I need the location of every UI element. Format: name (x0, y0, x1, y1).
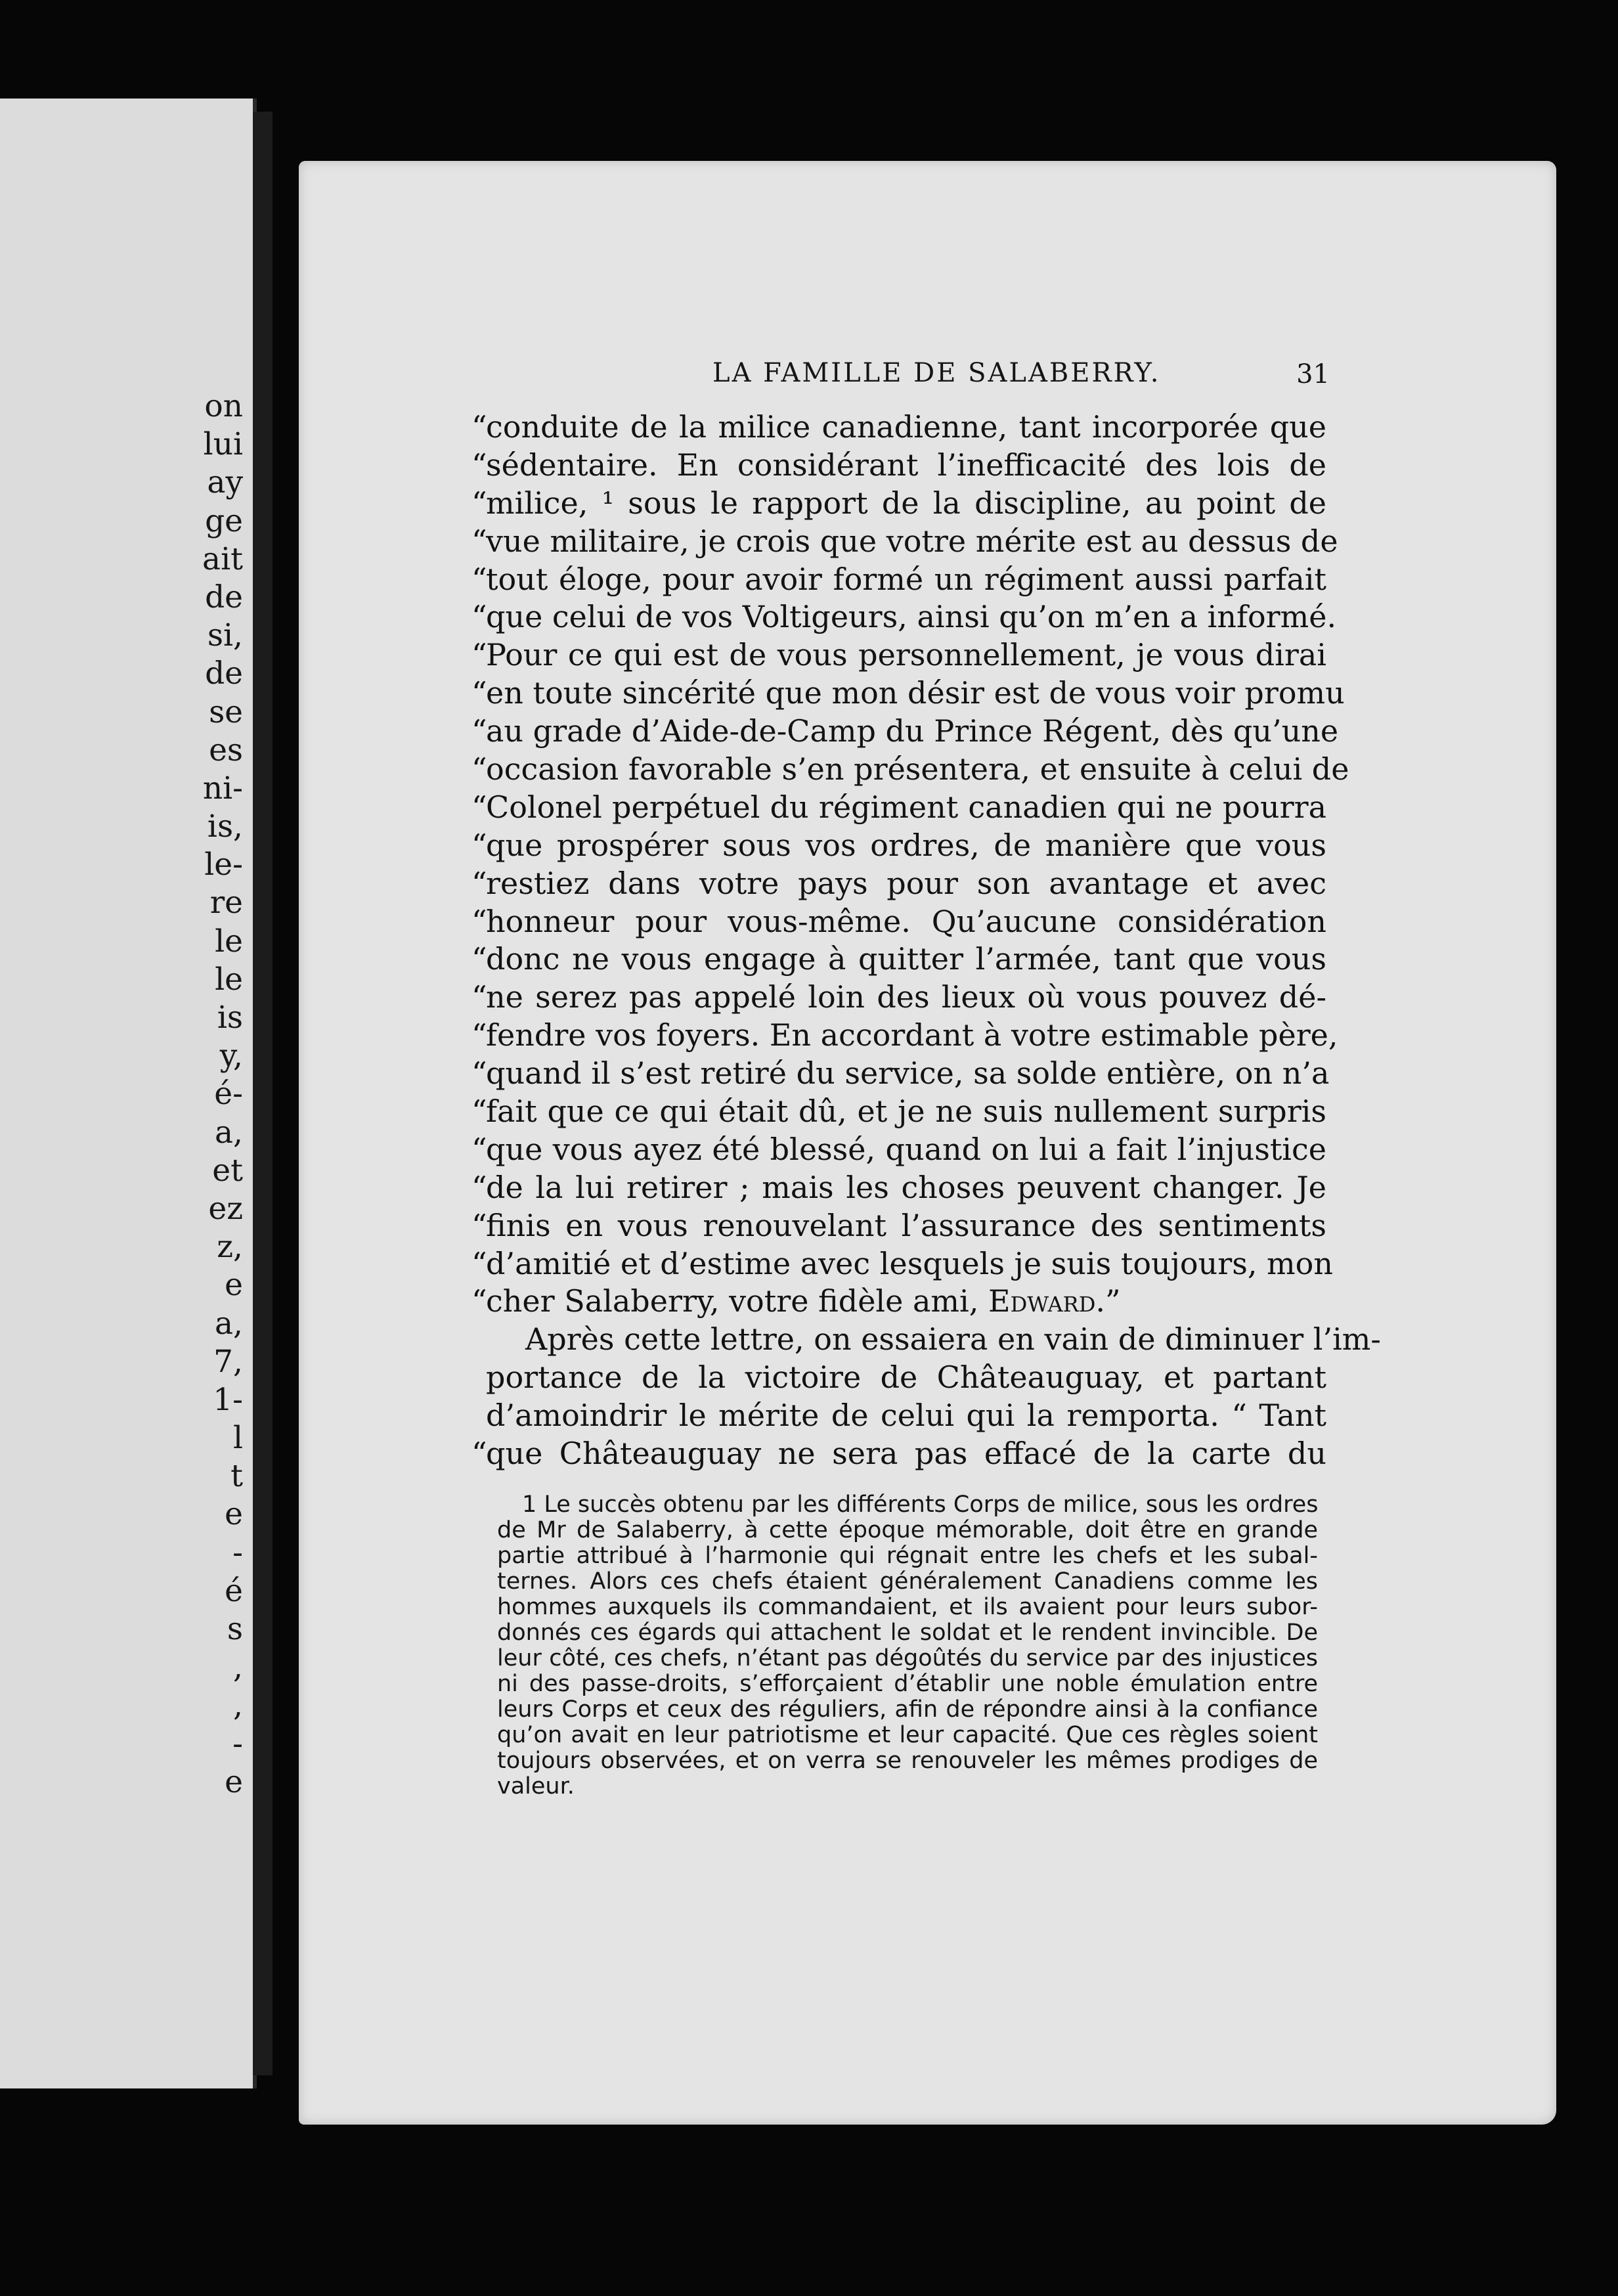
footnote-line: toujours observées, et on verra se renouveler les mêmes prodiges de (497, 1748, 1318, 1774)
body-line-text (486, 827, 1326, 865)
body-line (471, 827, 1326, 865)
left-fragment-line: - (232, 1725, 243, 1762)
body-line (471, 1055, 1330, 1093)
quote-mark: “ (471, 789, 487, 825)
quote-mark: “ (471, 1017, 487, 1053)
quote-mark: “ (471, 1207, 487, 1243)
left-fragment-line: ay (207, 464, 243, 501)
body-line (471, 1283, 1326, 1321)
left-fragment-line: s (227, 1611, 243, 1647)
line-words: Colonel perpétuel du régiment canadien qui ne pourra (486, 789, 1326, 825)
body-line-text (486, 1283, 1326, 1321)
line-words: portance de la victoire de Châteauguay, et partant (486, 1359, 1326, 1396)
quote-mark: “ (471, 1055, 487, 1092)
left-fragment-line: ni- (202, 770, 243, 806)
body-line (486, 1397, 1326, 1435)
footnote (497, 1492, 1318, 1799)
body-line-text (486, 1055, 1330, 1093)
page-number: 31 (1296, 359, 1330, 389)
body-line-text (486, 1131, 1326, 1169)
left-fragment-line: y, (219, 1038, 243, 1074)
body-line-text (486, 408, 1326, 447)
body-line-text (486, 979, 1326, 1017)
body-line (471, 751, 1349, 789)
line-words: ne serez pas appelé loin des lieux où vous pouvez dé- (486, 979, 1326, 1015)
quote-mark: “ (471, 599, 487, 635)
body-line (471, 903, 1326, 941)
footnote-line: hommes auxquels ils commandaient, et ils avaient pour leurs subor- (497, 1594, 1318, 1620)
left-fragment-line: de (205, 655, 243, 692)
left-fragment-line: é- (214, 1076, 243, 1113)
body-line-text (486, 636, 1326, 674)
line-words: donc ne vous engage à quitter l’armée, tant que vous (486, 941, 1326, 977)
body-line (471, 598, 1337, 636)
left-fragment-line: é (225, 1572, 243, 1609)
line-words: d’amoindrir le mérite de celui qui la remporta. “ Tant (486, 1398, 1326, 1434)
body-line-text (486, 1321, 1381, 1359)
left-fragment-line: is, (207, 808, 243, 845)
body-line-text (486, 1359, 1326, 1397)
quote-mark: “ (471, 903, 487, 939)
footnote-line: ni des passe-droits, s’efforçaient d’établir une noble émulation entre (497, 1671, 1318, 1697)
line-words: honneur pour vous-même. Qu’aucune considération (486, 903, 1326, 939)
body-line-text (486, 1435, 1326, 1473)
body-line (471, 1245, 1333, 1283)
line-words: finis en vous renouvelant l’assurance des sentiments (486, 1207, 1326, 1243)
left-fragment-line: z, (217, 1229, 243, 1266)
footnote-line: leur côté, ces chefs, n’étant pas dégoûtés du service par des injustices (497, 1645, 1318, 1671)
line-words: quand il s’est retiré du service, sa solde entière, on n’a (486, 1055, 1330, 1092)
left-fragment-line: a, (215, 1305, 243, 1342)
line-words: restiez dans votre pays pour son avantage et avec (486, 865, 1326, 901)
left-fragment-line: lui (203, 426, 243, 463)
line-words: tout éloge, pour avoir formé un régiment aussi parfait (486, 561, 1326, 597)
left-fragment-line: le (215, 923, 243, 960)
left-fragment-line: , (233, 1649, 243, 1686)
body-line (471, 561, 1326, 599)
left-fragment-line: on (204, 388, 243, 424)
line-words: que vous ayez été blessé, quand on lui a fait l’injustice (486, 1131, 1326, 1167)
quote-mark: “ (471, 865, 487, 901)
body-line (471, 789, 1326, 827)
body-line-text (486, 1245, 1333, 1283)
quote-mark: “ (471, 409, 487, 445)
body-line-text (486, 1207, 1326, 1245)
left-fragment-line: se (209, 694, 243, 730)
body-text (471, 408, 1381, 1473)
quote-mark: “ (471, 751, 487, 787)
running-title: LA FAMILLE DE SALABERRY. (712, 358, 1161, 388)
left-fragment-line: de (205, 579, 243, 615)
left-fragment-line: le (215, 961, 243, 998)
footnote-line: qu’on avait en leur patriotisme et leur capacité. Que ces règles soient (497, 1722, 1318, 1748)
book-spine (253, 112, 273, 2075)
quote-mark: “ (471, 637, 487, 673)
body-line (471, 979, 1326, 1017)
body-line-text (486, 713, 1339, 751)
line-words: fendre vos foyers. En accordant à votre estimable père, (486, 1017, 1338, 1053)
left-fragment-line: t (230, 1458, 243, 1495)
line-words: conduite de la milice canadienne, tant incorporée que (486, 409, 1326, 445)
left-fragment-line: le- (204, 847, 243, 883)
quote-mark: “ (471, 1283, 487, 1319)
quote-mark: “ (471, 1131, 487, 1167)
body-line (471, 636, 1326, 674)
signature: Edward. (988, 1283, 1105, 1319)
quote-mark: “ (471, 941, 487, 977)
body-line (471, 865, 1326, 903)
body-line-text (486, 903, 1326, 941)
left-page-text-fragments (0, 387, 243, 1801)
left-fragment-line: si, (207, 617, 243, 654)
body-line (471, 523, 1338, 561)
quote-mark: “ (471, 979, 487, 1015)
left-fragment-line: ge (205, 502, 243, 539)
left-fragment-line: e (225, 1267, 243, 1304)
left-fragment-line: ait (202, 541, 243, 577)
body-line (486, 1321, 1381, 1359)
quote-mark: “ (471, 713, 487, 749)
left-fragment-line: a, (215, 1114, 243, 1151)
line-words: que Châteauguay ne sera pas effacé de la carte du (486, 1436, 1326, 1472)
line-words: sédentaire. En considérant l’inefficacité des lois de (486, 447, 1326, 483)
quote-mark: “ (471, 827, 487, 863)
body-line (471, 408, 1326, 447)
body-line-text (486, 447, 1326, 485)
body-line (471, 1435, 1326, 1473)
body-line (471, 485, 1326, 523)
left-fragment-line: 7, (213, 1343, 243, 1380)
left-fragment-line: l (232, 1420, 243, 1457)
footnote-line: ternes. Alors ces chefs étaient généralement Canadiens comme les (497, 1568, 1318, 1595)
quote-mark: “ (471, 523, 487, 559)
body-line-text (486, 674, 1345, 713)
line-words: cher Salaberry, votre fidèle ami, (486, 1283, 979, 1319)
line-words: fait que ce qui était dû, et je ne suis nullement surpris (486, 1093, 1326, 1130)
footnote-line: donnés ces égards qui attachent le soldat et le rendent invincible. De (497, 1620, 1318, 1646)
left-fragment-line: e (225, 1496, 243, 1533)
body-line (471, 1093, 1326, 1131)
left-fragment-line: ez (208, 1190, 243, 1227)
left-fragment-line: 1- (213, 1381, 243, 1418)
quote-mark: “ (471, 485, 487, 521)
body-line-text (486, 865, 1326, 903)
line-words: Après cette lettre, on essaiera en vain de diminuer l’im- (525, 1321, 1381, 1358)
line-words: de la lui retirer ; mais les choses peuvent changer. Je (486, 1169, 1326, 1205)
left-fragment-line: re (209, 885, 243, 921)
line-words: que prospérer sous vos ordres, de manière que vous (486, 827, 1326, 863)
body-line-text (486, 1169, 1326, 1207)
footnote-line: partie attribué à l’harmonie qui régnait entre les chefs et les subal- (497, 1543, 1318, 1569)
body-line-text (486, 523, 1338, 561)
body-line (471, 447, 1326, 485)
body-line-text (486, 1397, 1326, 1435)
body-line (471, 713, 1339, 751)
line-words: que celui de vos Voltigeurs, ainsi qu’on m’en a informé. (486, 599, 1337, 635)
line-words: en toute sincérité que mon désir est de vous voir promu (486, 675, 1345, 711)
quote-mark: “ (471, 561, 487, 597)
footnote-line: valeur. (497, 1773, 575, 1799)
quote-mark: “ (471, 1169, 487, 1205)
line-words: au grade d’Aide-de-Camp du Prince Régent, dès qu’une (486, 713, 1339, 749)
left-fragment-line: - (232, 1534, 243, 1571)
body-line (471, 674, 1345, 713)
left-fragment-line: is (217, 1000, 243, 1036)
quote-mark: “ (471, 1245, 487, 1281)
body-line (471, 940, 1326, 979)
line-words: d’amitié et d’estime avec lesquels je suis toujours, mon (486, 1245, 1333, 1281)
line-words: Pour ce qui est de vous personnellement, je vous dirai (486, 637, 1326, 673)
body-line-text (486, 485, 1326, 523)
footnote-line: leurs Corps et ceux des réguliers, afin de répondre ainsi à la confiance (497, 1696, 1318, 1723)
line-words: occasion favorable s’en présentera, et ensuite à celui de (486, 751, 1349, 787)
line-words: milice, ¹ sous le rapport de la discipline, au point de (486, 485, 1326, 521)
body-line (471, 1207, 1326, 1245)
body-line-text (486, 561, 1326, 599)
left-fragment-line: et (212, 1152, 243, 1189)
quote-mark: “ (471, 1436, 487, 1472)
body-line (471, 1131, 1326, 1169)
quote-mark: “ (471, 447, 487, 483)
closing-quote: ” (1105, 1283, 1121, 1319)
body-line-text (486, 751, 1349, 789)
left-fragment-line: , (233, 1687, 243, 1724)
body-line (471, 1017, 1338, 1055)
body-line (471, 1169, 1326, 1207)
body-line-text (486, 940, 1326, 979)
body-line-text (486, 598, 1337, 636)
body-line-text (486, 1017, 1338, 1055)
body-line-text (486, 1093, 1326, 1131)
line-words: vue militaire, je crois que votre mérite est au dessus de (486, 523, 1338, 559)
body-line-text (486, 789, 1326, 827)
quote-mark: “ (471, 1093, 487, 1130)
footnote-line: 1 Le succès obtenu par les différents Corps de milice, sous les ordres (522, 1491, 1319, 1518)
body-line (486, 1359, 1326, 1397)
left-fragment-line: e (225, 1763, 243, 1800)
footnote-line: de Mr de Salaberry, à cette époque mémorable, doit être en grande (497, 1517, 1318, 1543)
left-fragment-line: es (209, 732, 243, 768)
quote-mark: “ (471, 675, 487, 711)
